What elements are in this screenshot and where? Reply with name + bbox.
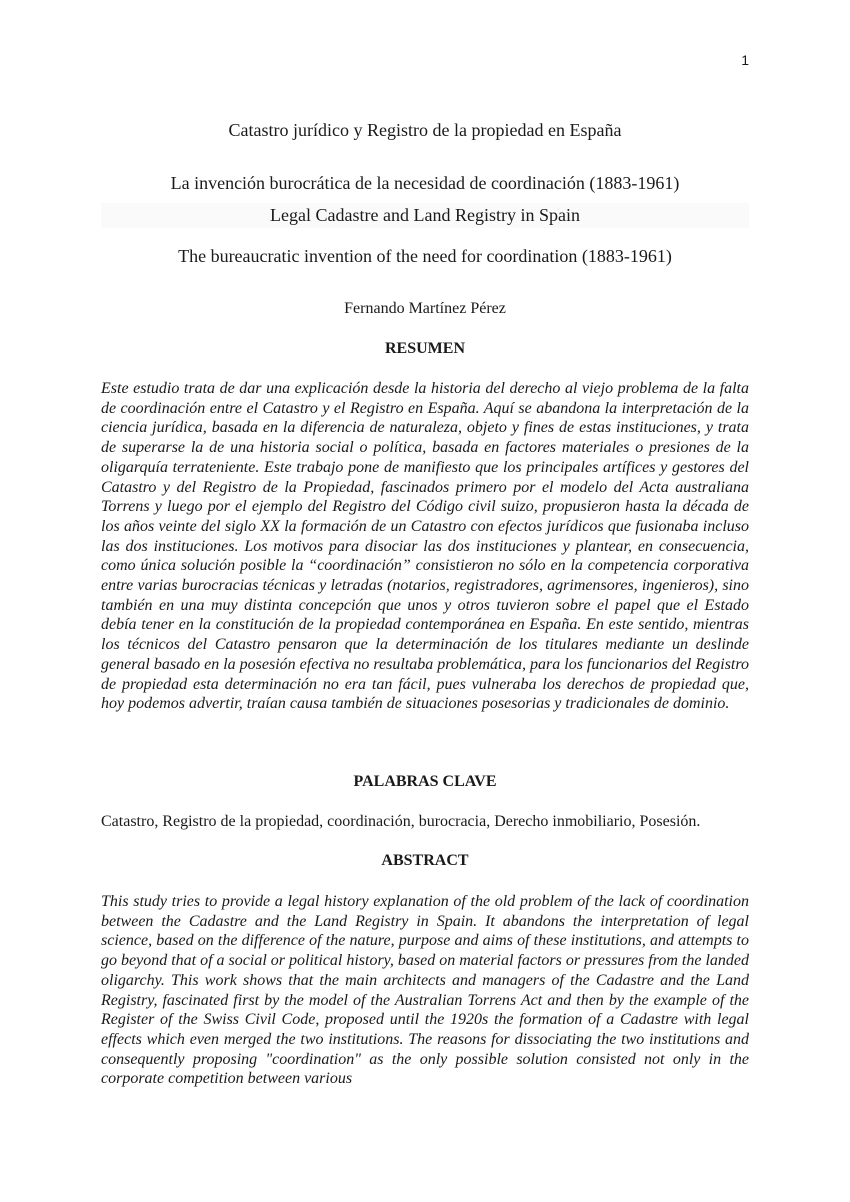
english-subtitle: The bureaucratic invention of the need for coordination (1883-1961) (178, 246, 672, 266)
spanish-title: Catastro jurídico y Registro de la propiedad en España (228, 120, 622, 140)
page-number: 1 (741, 52, 749, 68)
resumen-paragraph: Este estudio trata de dar una explicación desde la historia del derecho al viejo problema de la falta de coordinación entre el Catastro y el Registro en España. Aquí se abandona la interpretación de la ciencia jurídica, basada en la diferencia de naturaleza, objeto y fines de estas instituciones, y trata de superarse la de una historia social o política, basada en factores materiales o presiones de la oligarquía terrateniente. Este trabajo pone de manifiesto que los principales artífices y gestores del Catastro y del Registro de la Propiedad, fascinados primero por el modelo del Acta australiana Torrens y luego por el ejemplo del Registro del Código civil suizo, propusieron hasta la década de los años veinte del siglo XX la formación de un Catastro con efectos jurídicos que fusionaba incluso las dos instituciones. Los motivos para disociar las dos instituciones y plantear, en consecuencia, como única solución posible la “coordinación” consistieron no sólo en la competencia corporativa entre varias burocracias técnicas y letradas (notarios, registradores, agrimensores, ingenieros), sino también en una muy distinta concepción que unos y otros tuvieron sobre el papel que el Estado debía tener en la constitución de la propiedad contemporánea en España. En este sentido, mientras los técnicos del Catastro pensaron que la determinación de los titulares mediante un deslinde general basado en la posesión efectiva no resultaba problemática, para los funcionarios del Registro de propiedad esta determinación no era tan fácil, pues vulneraba los derechos de propiedad que, hoy podemos advertir, traían causa también de situaciones posesorias y tradicionales de dominio. (101, 380, 749, 713)
keywords-text: Catastro, Registro de la propiedad, coordinación, burocracia, Derecho inmobiliario, Posesión. (101, 813, 701, 830)
author-name: Fernando Martínez Pérez (344, 300, 506, 317)
abstract-heading: ABSTRACT (381, 852, 469, 869)
resumen-heading: RESUMEN (384, 340, 465, 357)
english-title: Legal Cadastre and Land Registry in Spain (101, 203, 749, 228)
abstract-paragraph: This study tries to provide a legal history explanation of the old problem of the lack of coordination between the Cadastre and the Land Registry in Spain. It abandons the interpretation of legal science, based on the difference of the nature, purpose and aims of these institutions, and attempts to go beyond that of a social or political history, based on material factors or pressures from the landed oligarchy. This work shows that the main architects and managers of the Cadastre and the Land Registry, fascinated first by the model of the Australian Torrens Act and then by the example of the Register of the Swiss Civil Code, proposed until the 1920s the formation of a Cadastre with legal effects which even merged the two institutions. The reasons for dissociating the two institutions and consequently proposing "coordination" as the only possible solution consisted not only in the corporate competition between various (101, 893, 749, 1088)
spanish-subtitle: La invención burocrática de la necesidad de coordinación (1883-1961) (170, 173, 680, 193)
keywords-heading: PALABRAS CLAVE (353, 773, 497, 790)
